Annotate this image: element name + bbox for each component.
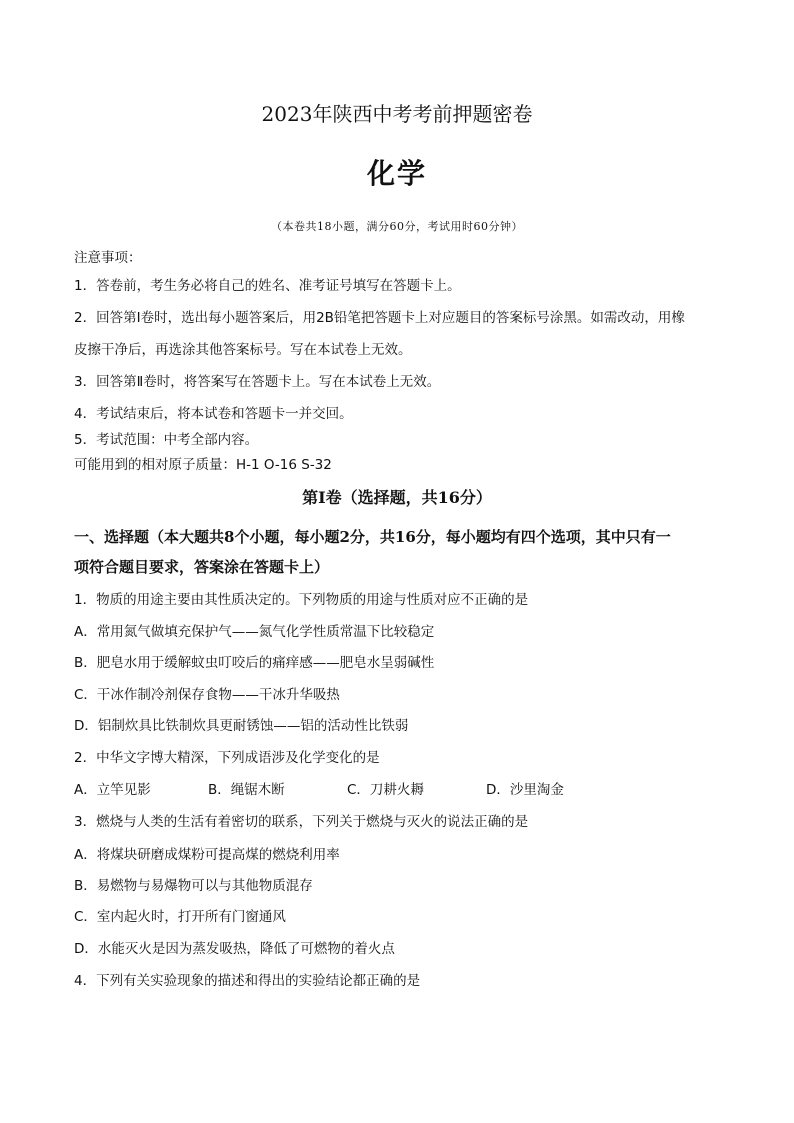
- notice-item: 1．答卷前，考生务必将自己的姓名、准考证号填写在答题卡上。: [74, 278, 461, 294]
- exam-meta: （本卷共18小题，满分60分，考试用时60分钟）: [271, 220, 523, 233]
- notice-item: 2．回答第Ⅰ卷时，选出每小题答案后，用2B铅笔把答题卡上对应题目的答案标号涂黑。如需改动，用橡: [74, 310, 685, 326]
- question-option: A．常用氮气做填充保护气——氮气化学性质常温下比较稳定: [74, 624, 435, 640]
- question-stem: 1．物质的用途主要由其性质决定的。下列物质的用途与性质对应不正确的是: [74, 592, 529, 608]
- question-option: C．刀耕火耨: [347, 782, 424, 798]
- question-stem: 4．下列有关实验现象的描述和得出的实验结论都正确的是: [74, 973, 421, 989]
- question-option: A．将煤块研磨成煤粉可提高煤的燃烧利用率: [74, 847, 340, 863]
- question-option: D．沙里淘金: [486, 782, 564, 798]
- question-option: C．室内起火时，打开所有门窗通风: [74, 909, 286, 925]
- section-instruction: 一、选择题（本大题共8个小题，每小题2分，共16分，每小题均有四个选项，其中只有一: [74, 528, 671, 546]
- notice-item: 3．回答第Ⅱ卷时，将答案写在答题卡上。写在本试卷上无效。: [74, 374, 441, 390]
- atomic-mass-note: 可能用到的相对原子质量：H-1 O-16 S-32: [74, 457, 332, 473]
- question-option: C．干冰作制冷剂保存食物——干冰升华吸热: [74, 687, 340, 703]
- question-option: D．铝制炊具比铁制炊具更耐锈蚀——铝的活动性比铁弱: [74, 718, 409, 734]
- notice-heading: 注意事项：: [74, 250, 142, 266]
- question-stem: 2．中华文字博大精深，下列成语涉及化学变化的是: [74, 750, 380, 766]
- notice-item: 5．考试范围：中考全部内容。: [74, 432, 259, 448]
- question-option: A．立竿见影: [74, 782, 151, 798]
- question-option: B．肥皂水用于缓解蚊虫叮咬后的痛痒感——肥皂水呈弱碱性: [74, 655, 435, 671]
- section-instruction: 项符合题目要求，答案涂在答题卡上）: [74, 558, 330, 576]
- question-stem: 3．燃烧与人类的生活有着密切的联系，下列关于燃烧与灭火的说法正确的是: [74, 814, 529, 830]
- question-option: B．绳锯木断: [208, 782, 285, 798]
- question-option: B．易燃物与易爆物可以与其他物质混存: [74, 878, 313, 894]
- question-option: D．水能灭火是因为蒸发吸热，降低了可燃物的着火点: [74, 941, 395, 957]
- notice-item: 4．考试结束后，将本试卷和答题卡一并交回。: [74, 406, 353, 422]
- subject-title: 化学: [366, 157, 427, 190]
- notice-item: 皮擦干净后，再选涂其他答案标号。写在本试卷上无效。: [74, 342, 412, 358]
- section-heading: 第Ⅰ卷（选择题，共16分）: [302, 488, 492, 507]
- exam-title: 2023年陕西中考考前押题密卷: [261, 102, 533, 126]
